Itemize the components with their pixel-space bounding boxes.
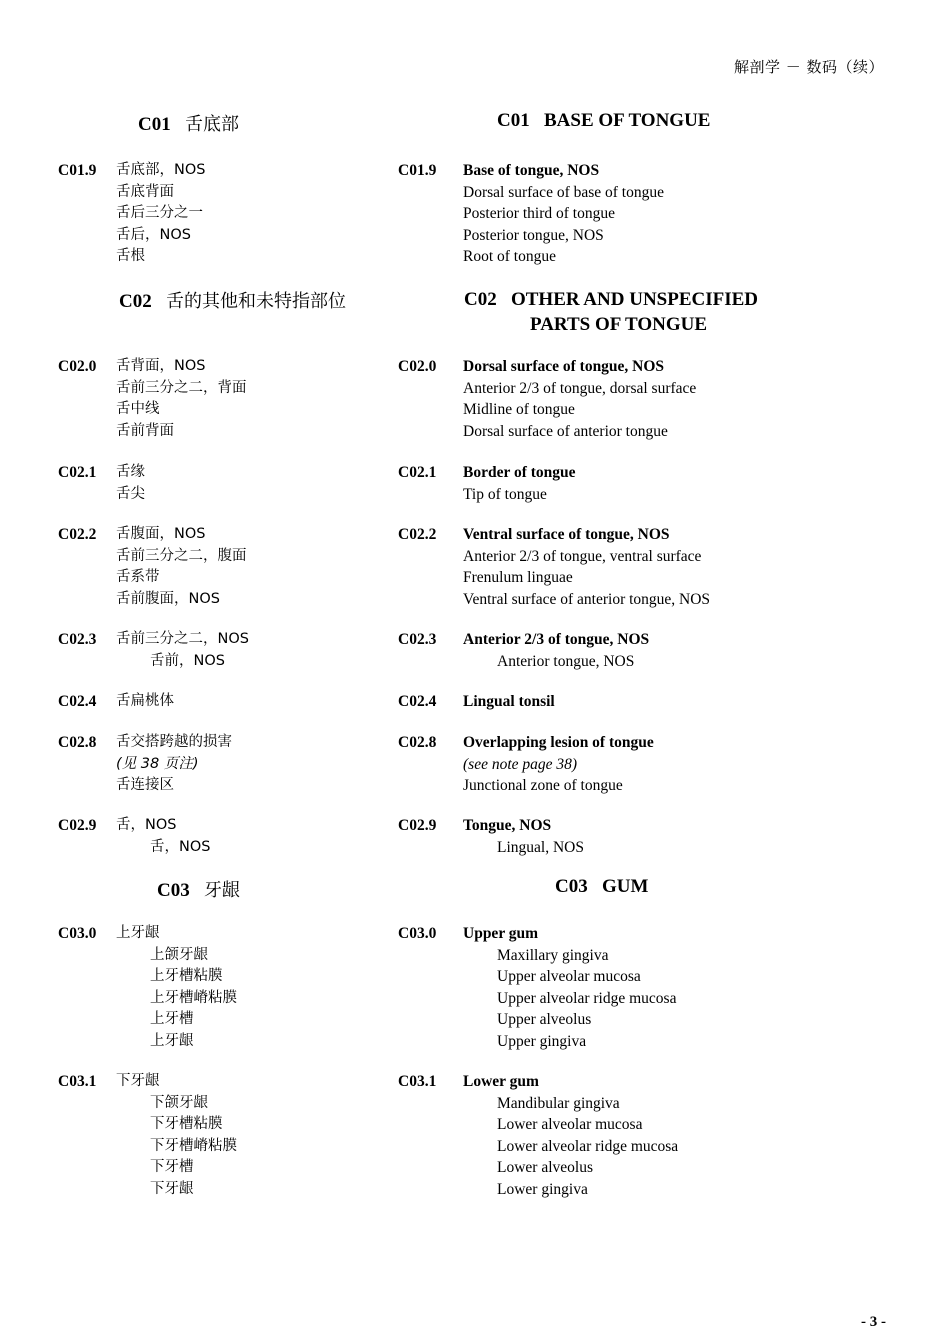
entry-line: Dorsal surface of anterior tongue bbox=[463, 422, 668, 440]
entry-line: 上牙龈 bbox=[116, 925, 160, 941]
entry-code: C02.2 bbox=[58, 526, 97, 543]
entry-line: 舌后，NOS bbox=[116, 226, 191, 243]
entry-code: C03.0 bbox=[58, 925, 97, 942]
entry-code: C02.4 bbox=[398, 693, 437, 710]
section-code: C02 bbox=[119, 291, 152, 312]
entry-line: Upper alveolar ridge mucosa bbox=[497, 989, 677, 1007]
entry-code: C01.9 bbox=[58, 162, 97, 179]
entry-line: Anterior 2/3 of tongue, NOS bbox=[463, 631, 650, 648]
entry-line: Border of tongue bbox=[463, 464, 576, 481]
entry-code: C02.9 bbox=[58, 817, 97, 834]
entry-line: 舌中线 bbox=[116, 401, 160, 418]
entry-line: 舌前背面 bbox=[116, 422, 174, 439]
section-title-c02-zh bbox=[119, 287, 346, 313]
entry-line: Lingual, NOS bbox=[497, 838, 584, 856]
entry-line: Anterior tongue, NOS bbox=[497, 652, 635, 670]
section-code: C03 bbox=[555, 876, 588, 897]
entry-line: 下牙槽嵴粘膜 bbox=[150, 1137, 237, 1154]
entry-line: Upper alveolus bbox=[497, 1011, 592, 1029]
entry-code: C02.8 bbox=[398, 734, 437, 751]
entry-line: Frenulum linguae bbox=[463, 569, 573, 587]
entry-line: Lower alveolus bbox=[497, 1159, 593, 1177]
section-code: C01 bbox=[497, 110, 530, 131]
section-title-c03-zh bbox=[157, 876, 240, 902]
section-name: 舌的其他和未特指部位 bbox=[165, 291, 346, 312]
entry-line: 舌前三分之二，NOS bbox=[116, 631, 249, 647]
entry-line: 舌腹面，NOS bbox=[116, 526, 206, 542]
entry-line: Lower gingiva bbox=[497, 1180, 588, 1198]
entry-line: Lingual tonsil bbox=[463, 693, 555, 710]
entry-line: 舌尖 bbox=[116, 485, 145, 502]
entry-code: C01.9 bbox=[398, 162, 437, 179]
entry-line: 舌根 bbox=[116, 248, 145, 265]
entry-code: C02.3 bbox=[398, 631, 437, 648]
entry-code: C02.3 bbox=[58, 631, 97, 648]
entry-line: (见 38 页注) bbox=[116, 755, 199, 772]
entry-line: 舌前三分之二，背面 bbox=[116, 379, 247, 396]
entry-line: Lower gum bbox=[463, 1073, 539, 1090]
entry-line: 舌连接区 bbox=[116, 777, 174, 794]
entry-line: 上牙槽 bbox=[150, 1011, 194, 1028]
entry-line: Upper gum bbox=[463, 925, 539, 942]
entry-line: (see note page 38) bbox=[463, 755, 578, 773]
entry-line: 舌背面，NOS bbox=[116, 358, 206, 374]
entry-line: Anterior 2/3 of tongue, ventral surface bbox=[463, 547, 702, 565]
entry-line: 舌底部，NOS bbox=[116, 162, 206, 178]
section-name: 牙龈 bbox=[203, 880, 240, 901]
entry-code: C03.1 bbox=[398, 1073, 437, 1090]
running-header: 解剖学 － 数码（续） bbox=[733, 58, 884, 76]
entry-line: Anterior 2/3 of tongue, dorsal surface bbox=[463, 379, 697, 397]
entry-line: Lower alveolar mucosa bbox=[497, 1116, 643, 1134]
section-name: BASE OF TONGUE bbox=[543, 110, 711, 131]
entry-line: Ventral surface of tongue, NOS bbox=[463, 526, 670, 543]
entry-line: Midline of tongue bbox=[463, 401, 575, 419]
entry-line: 下颌牙龈 bbox=[150, 1094, 208, 1111]
entry-line: Upper alveolar mucosa bbox=[497, 968, 641, 986]
entry-line: 下牙龈 bbox=[116, 1073, 160, 1089]
section-title-c01-zh bbox=[138, 110, 239, 136]
entry-line: Tip of tongue bbox=[463, 485, 547, 503]
entry-line: Dorsal surface of base of tongue bbox=[463, 183, 664, 201]
entry-line: 下牙龈 bbox=[150, 1180, 194, 1197]
entry-line: 上颌牙龈 bbox=[150, 946, 208, 963]
entry-code: C03.0 bbox=[398, 925, 437, 942]
section-name: 舌底部 bbox=[184, 114, 239, 135]
entry-code: C03.1 bbox=[58, 1073, 97, 1090]
entry-line: 舌系带 bbox=[116, 569, 160, 586]
section-code: C03 bbox=[157, 880, 190, 901]
section-title-c01-en bbox=[497, 110, 710, 132]
entry-line: 舌缘 bbox=[116, 464, 145, 480]
entry-line: 舌扁桃体 bbox=[116, 693, 174, 709]
entry-line: Tongue, NOS bbox=[463, 817, 552, 834]
entry-line: Overlapping lesion of tongue bbox=[463, 734, 654, 751]
entry-code: C02.4 bbox=[58, 693, 97, 710]
section-code: C01 bbox=[138, 114, 171, 135]
entry-line: 上牙龈 bbox=[150, 1032, 194, 1049]
entry-code: C02.1 bbox=[398, 464, 437, 481]
entry-line: 舌前，NOS bbox=[150, 652, 225, 669]
entry-code: C02.1 bbox=[58, 464, 97, 481]
entry-line: 舌前三分之二，腹面 bbox=[116, 547, 247, 564]
entry-line: Mandibular gingiva bbox=[497, 1094, 620, 1112]
entry-line: Ventral surface of anterior tongue, NOS bbox=[463, 590, 711, 608]
entry-code: C02.2 bbox=[398, 526, 437, 543]
section-name: GUM bbox=[601, 876, 649, 897]
entry-code: C02.9 bbox=[398, 817, 437, 834]
entry-line: Base of tongue, NOS bbox=[463, 162, 600, 179]
entry-line: 舌前腹面，NOS bbox=[116, 590, 220, 607]
entry-line: Lower alveolar ridge mucosa bbox=[497, 1137, 679, 1155]
entry-code: C02.8 bbox=[58, 734, 97, 751]
entry-line: 舌后三分之一 bbox=[116, 205, 203, 222]
entry-line: 舌，NOS bbox=[116, 817, 177, 833]
entry-line: Posterior tongue, NOS bbox=[463, 226, 604, 244]
entry-code: C02.0 bbox=[398, 358, 437, 375]
page-number: - 3 - bbox=[861, 1314, 886, 1330]
section-title-c03-en bbox=[555, 876, 648, 898]
entry-line: Root of tongue bbox=[463, 248, 556, 266]
entry-line: 舌，NOS bbox=[150, 838, 211, 855]
section-title-c02-en bbox=[464, 287, 758, 337]
entry-line: 舌交搭跨越的损害 bbox=[116, 734, 232, 750]
entry-line: Upper gingiva bbox=[497, 1032, 587, 1050]
entry-line: 下牙槽 bbox=[150, 1159, 194, 1176]
entry-line: Junctional zone of tongue bbox=[463, 777, 623, 795]
section-code: C02 bbox=[464, 289, 497, 310]
entry-line: Posterior third of tongue bbox=[463, 205, 615, 223]
entry-line: 舌底背面 bbox=[116, 183, 174, 200]
entry-line: 上牙槽粘膜 bbox=[150, 968, 223, 985]
entry-line: Maxillary gingiva bbox=[497, 946, 609, 964]
entry-code: C02.0 bbox=[58, 358, 97, 375]
entry-line: Dorsal surface of tongue, NOS bbox=[463, 358, 665, 375]
entry-line: 下牙槽粘膜 bbox=[150, 1116, 223, 1133]
entry-line: 上牙槽嵴粘膜 bbox=[150, 989, 237, 1006]
section-name-continued: PARTS OF TONGUE bbox=[530, 314, 708, 335]
section-name: OTHER AND UNSPECIFIED bbox=[510, 289, 759, 310]
